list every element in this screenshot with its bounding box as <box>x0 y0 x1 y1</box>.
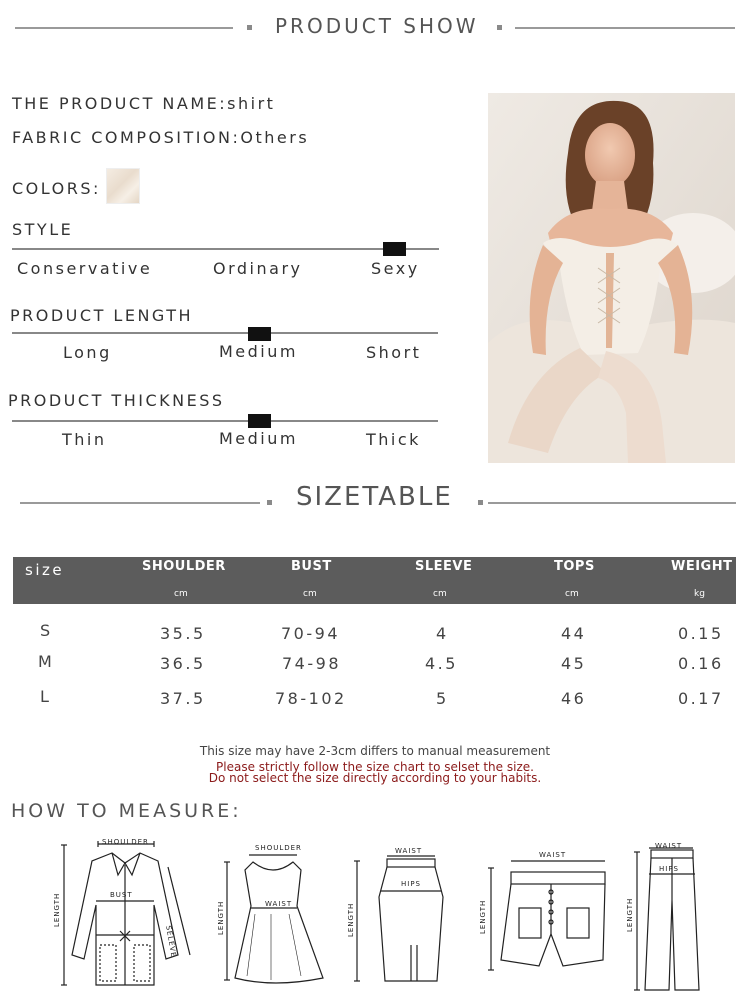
unit-weight: kg <box>694 589 705 599</box>
label-length: LENGTH <box>217 900 225 935</box>
shirt-diagram <box>50 835 200 995</box>
divider <box>15 27 233 29</box>
thickness-title: PRODUCT THICKNESS <box>8 391 225 410</box>
skirt-icon <box>345 845 445 985</box>
header-weight: WEIGHT <box>671 559 733 574</box>
label-length: LENGTH <box>53 892 61 927</box>
skirt-diagram <box>345 845 445 985</box>
label-waist: WAIST <box>539 851 567 859</box>
cell-tops: 46 <box>561 689 587 708</box>
note-follow-chart: Please strictly follow the size chart to selset the size. <box>216 760 534 774</box>
pants-diagram <box>625 840 715 995</box>
label-sleeve: SELEVE <box>164 925 178 959</box>
length-option-selected: Medium <box>219 342 298 361</box>
note-measurement: This size may have 2-3cm differs to manual measurement <box>199 744 551 758</box>
size-table-header <box>13 557 736 604</box>
cell-shoulder: 35.5 <box>160 624 206 643</box>
model-photo-icon <box>488 93 735 463</box>
section-title: SIZETABLE <box>296 482 453 512</box>
label-waist: WAIST <box>655 842 683 850</box>
shirt-icon <box>50 835 200 995</box>
cell-weight: 0.15 <box>678 624 724 643</box>
product-name <box>12 94 275 113</box>
cell-bust: 70-94 <box>281 624 340 643</box>
unit-sleeve: cm <box>433 589 447 599</box>
divider-dot <box>478 500 483 505</box>
label-bust: BUST <box>110 891 133 899</box>
header-shoulder: SHOULDER <box>142 559 226 574</box>
length-scale-line <box>12 332 438 334</box>
shorts-icon <box>475 848 615 978</box>
length-marker <box>248 327 271 341</box>
cell-weight: 0.16 <box>678 654 724 673</box>
unit-tops: cm <box>565 589 579 599</box>
cell-size: S <box>40 621 53 640</box>
fabric-value: Others <box>240 128 310 147</box>
cell-tops: 45 <box>561 654 587 673</box>
shorts-diagram <box>475 848 615 978</box>
divider-dot <box>267 500 272 505</box>
section-title: PRODUCT SHOW <box>275 14 479 38</box>
label-hips: HIPS <box>659 865 679 873</box>
divider <box>20 502 260 504</box>
cell-shoulder: 36.5 <box>160 654 206 673</box>
cell-tops: 44 <box>561 624 587 643</box>
cell-sleeve: 4 <box>436 624 449 643</box>
divider-dot <box>247 25 252 30</box>
model-photo <box>488 93 735 463</box>
cell-shoulder: 37.5 <box>160 689 206 708</box>
label-waist: WAIST <box>395 847 423 855</box>
label-length: LENGTH <box>626 897 634 932</box>
cell-size: M <box>38 652 55 671</box>
header-bust: BUST <box>291 559 332 574</box>
header-tops: TOPS <box>554 559 595 574</box>
style-option-selected: Sexy <box>371 259 420 278</box>
product-name-label: THE PRODUCT NAME: <box>12 94 228 113</box>
style-option: Conservative <box>17 259 153 278</box>
cell-sleeve: 4.5 <box>425 654 458 673</box>
thickness-option: Thin <box>62 430 107 449</box>
colors-label: COLORS: <box>12 179 101 198</box>
header-size: size <box>25 561 65 579</box>
product-name-value: shirt <box>227 94 276 113</box>
how-to-measure-title: HOW TO MEASURE: <box>11 800 242 822</box>
unit-shoulder: cm <box>174 589 188 599</box>
header-sleeve: SLEEVE <box>415 559 473 574</box>
label-length: LENGTH <box>347 902 355 937</box>
label-waist: WAIST <box>265 900 293 908</box>
note-habits: Do not select the size directly according to your habits. <box>208 771 542 785</box>
label-shoulder: SHOULDER <box>102 838 149 846</box>
label-length: LENGTH <box>479 899 487 934</box>
color-swatch-icon[interactable] <box>106 168 140 204</box>
unit-bust: cm <box>303 589 317 599</box>
label-shoulder: SHOULDER <box>255 844 302 852</box>
fabric-composition <box>12 128 309 147</box>
dress-diagram <box>215 840 325 990</box>
dress-icon <box>215 840 325 990</box>
label-hips: HIPS <box>401 880 421 888</box>
cell-weight: 0.17 <box>678 689 724 708</box>
divider <box>488 502 736 504</box>
style-scale-line <box>12 248 439 250</box>
fabric-label: FABRIC COMPOSITION: <box>12 128 241 147</box>
cell-bust: 78-102 <box>275 689 347 708</box>
cell-sleeve: 5 <box>436 689 449 708</box>
cell-bust: 74-98 <box>282 654 341 673</box>
pants-icon <box>625 840 715 995</box>
length-option: Short <box>366 343 422 362</box>
style-marker <box>383 242 406 256</box>
length-title: PRODUCT LENGTH <box>10 306 194 325</box>
thickness-marker <box>248 414 271 428</box>
length-option: Long <box>63 343 112 362</box>
cell-size: L <box>40 687 52 706</box>
thickness-scale-line <box>12 420 438 422</box>
style-option: Ordinary <box>213 259 303 278</box>
thickness-option-selected: Medium <box>219 429 298 448</box>
divider-dot <box>497 25 502 30</box>
style-title: STYLE <box>12 220 74 239</box>
thickness-option: Thick <box>366 430 421 449</box>
divider <box>515 27 735 29</box>
